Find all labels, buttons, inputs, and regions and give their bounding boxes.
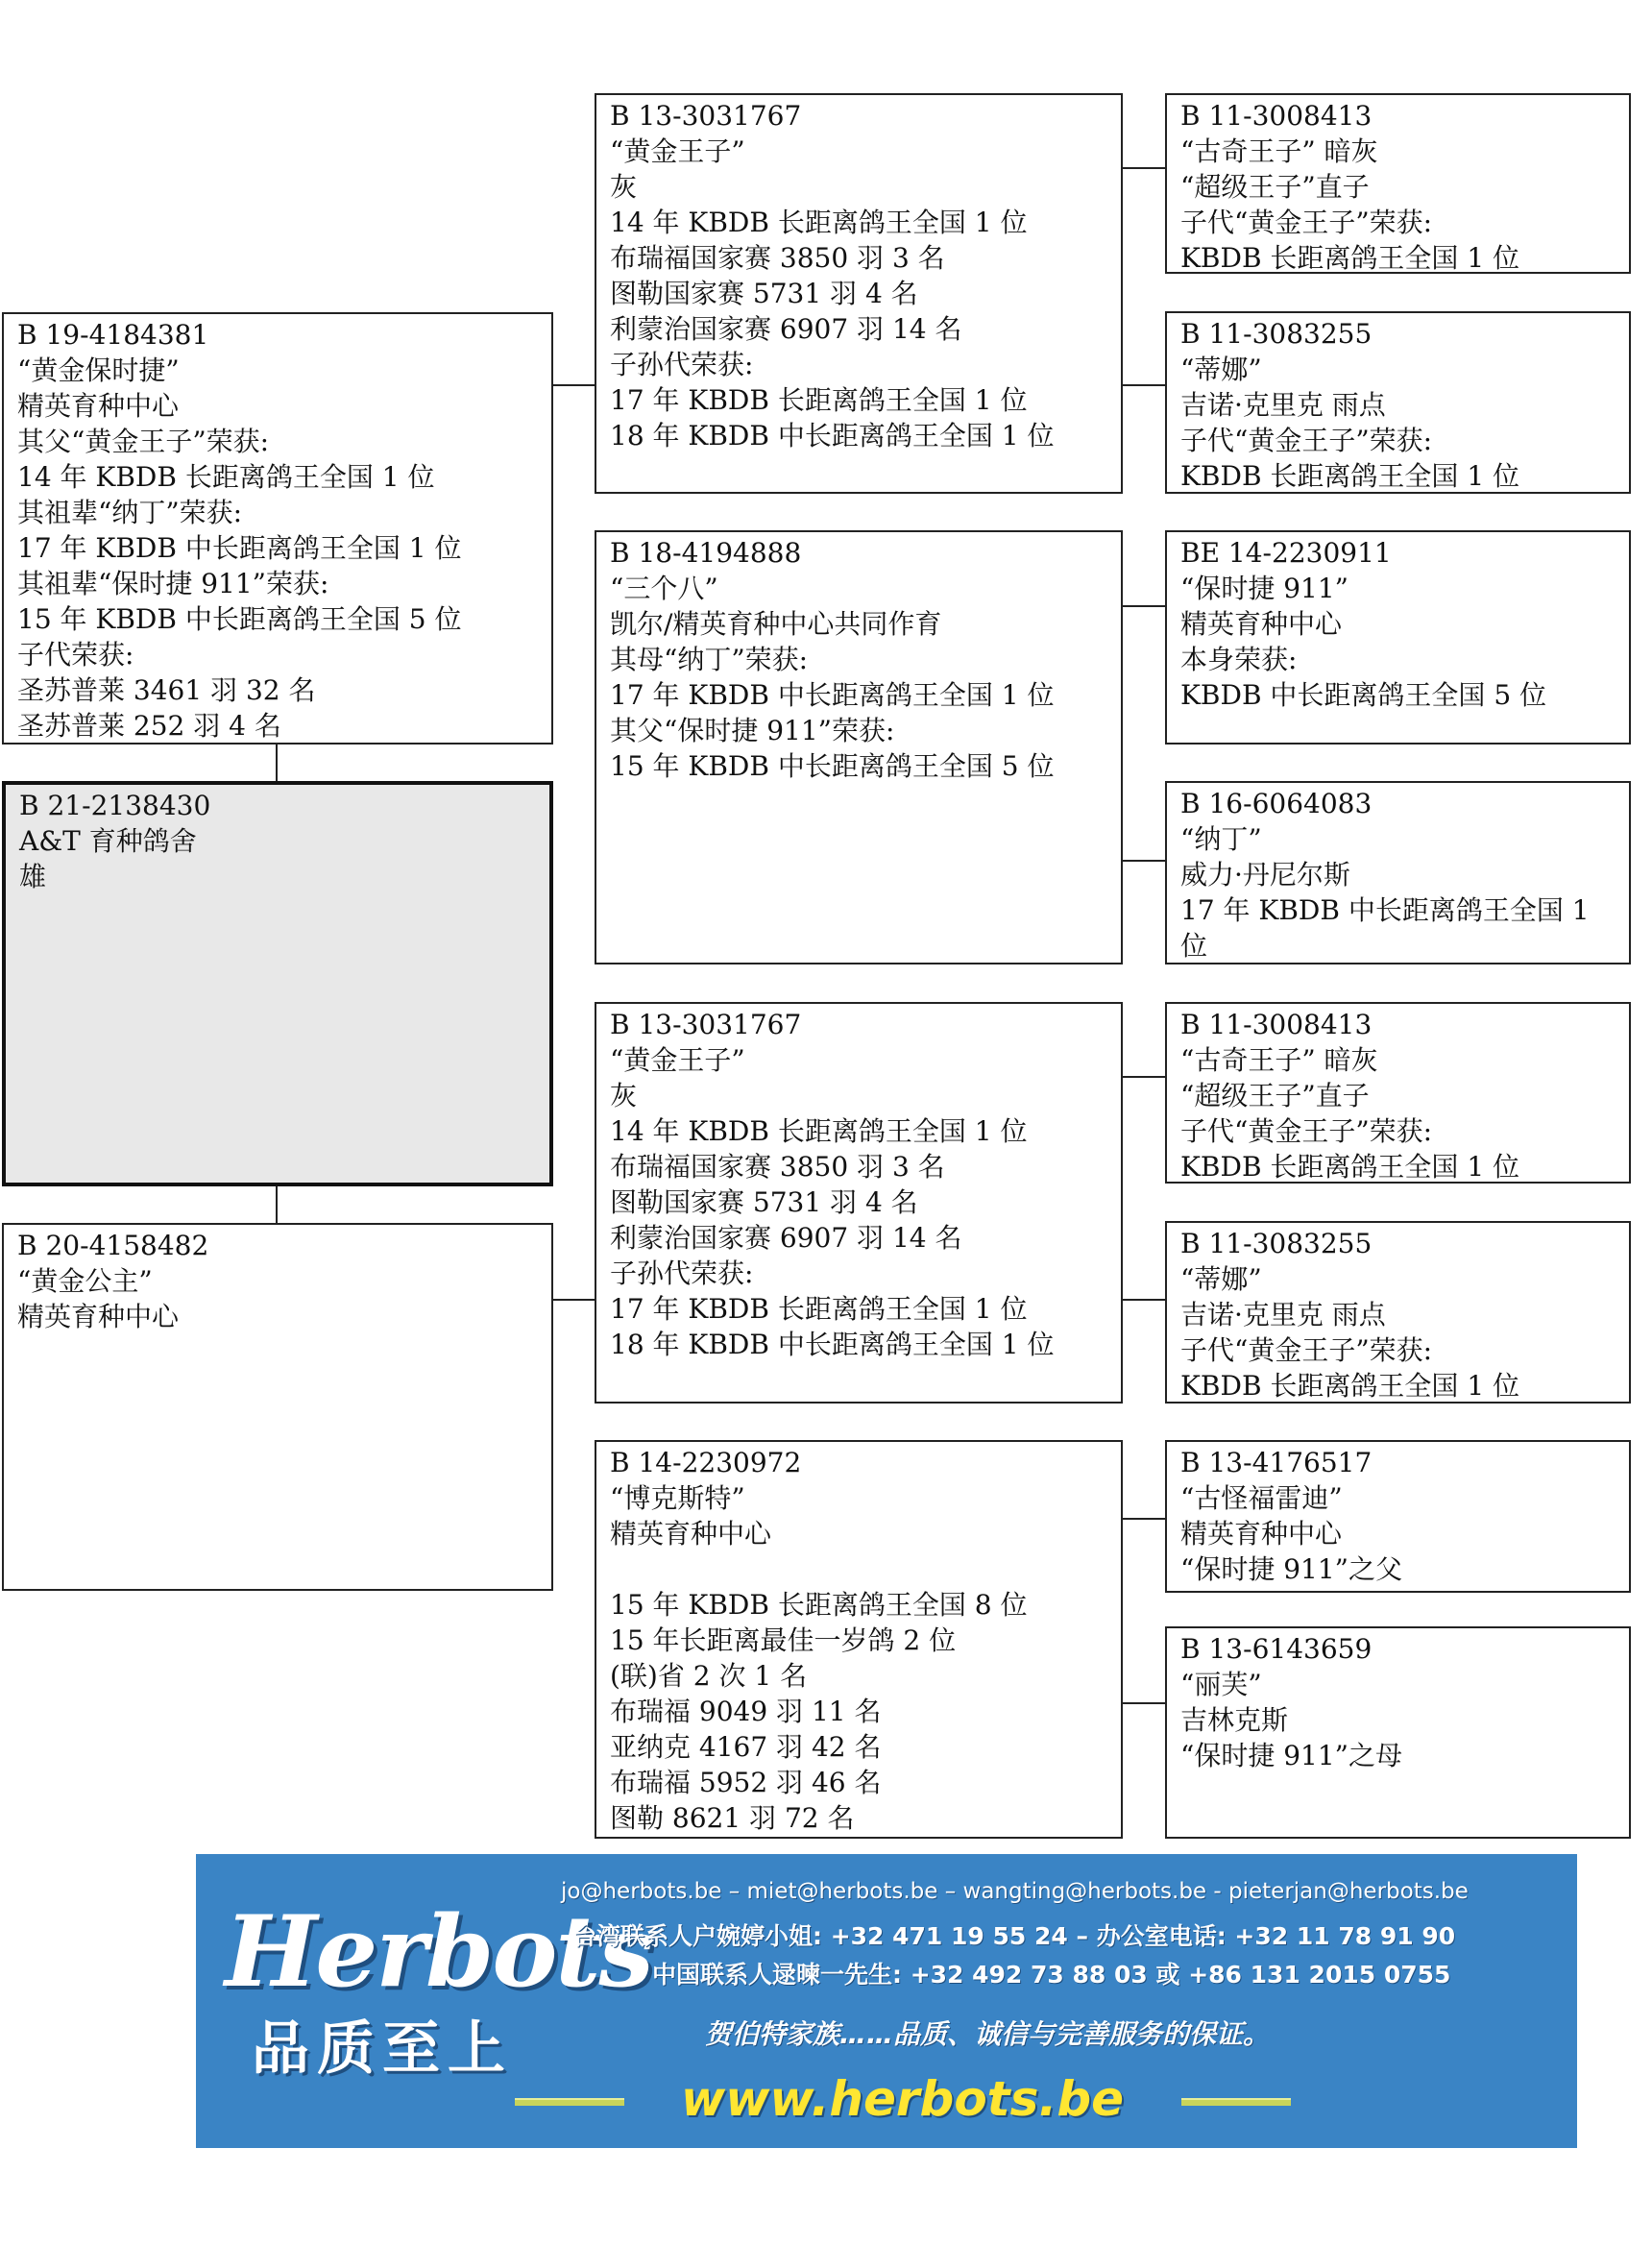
ring-number: B 13-4176517 [1180,1447,1373,1478]
pedigree-line: 凯尔/精英育种中心共同作育 [610,608,942,640]
pedigree-line: 吉诺·克里克 雨点 [1180,1299,1386,1331]
connector-line [1122,605,1166,607]
pedigree-line: 精英育种中心 [1180,608,1343,640]
pedigree-line: 15 年 KBDB 中长距离鸽王全国 5 位 [17,603,462,635]
ring-number: B 11-3008413 [1180,100,1373,132]
banner-china-contact: 中国联系人逯暕一先生: +32 492 73 88 03 或 +86 131 2015 0755 [652,1961,1451,1989]
pedigree-line: “黄金公主” [17,1265,153,1297]
pedigree-box-ggp-4 [1165,781,1631,964]
pedigree-line: 精英育种中心 [1180,1518,1343,1550]
pedigree-line: 子代“黄金王子”荣获: [1180,1115,1433,1147]
ring-number: B 13-3031767 [610,1009,802,1040]
pedigree-box-granddam-paternal [595,530,1123,964]
pedigree-line: 亚纳克 4167 羽 42 名 [610,1731,882,1763]
banner-taiwan-contact: 台湾联系人户婉婷小姐: +32 471 19 55 24 – 办公室电话: +32 11 78 91 90 [572,1922,1456,1950]
pedigree-box-subject [2,781,553,1186]
pedigree-box-grandsire-paternal [595,93,1123,494]
herbots-logo: Herbots [225,1894,652,2010]
ring-number: B 13-6143659 [1180,1633,1373,1665]
pedigree-line: 其父“保时捷 911”荣获: [610,715,895,746]
pedigree-line: 布瑞福国家赛 3850 羽 3 名 [610,242,945,274]
pedigree-line: 本身荣获: [1180,644,1298,675]
pedigree-line: 灰 [610,171,638,203]
pedigree-line: 灰 [610,1080,638,1111]
pedigree-line: 17 年 KBDB 中长距离鸽王全国 1 位 [1180,894,1590,962]
pedigree-line: A&T 育种鸽舍 [19,825,197,857]
pedigree-line: 布瑞福国家赛 3850 羽 3 名 [610,1151,945,1183]
pedigree-line: 17 年 KBDB 中长距离鸽王全国 1 位 [17,532,462,564]
pedigree-line: (联)省 2 次 1 名 [610,1660,808,1692]
ring-number: B 11-3083255 [1180,318,1373,350]
pedigree-line: 子代“黄金王子”荣获: [1180,1334,1433,1366]
pedigree-line: 精英育种中心 [610,1518,772,1550]
pedigree-line: 子孙代荣获: [610,1257,754,1289]
connector-line [1122,860,1166,862]
connector-line [1122,384,1166,386]
pedigree-line: 15 年 KBDB 长距离鸽王全国 8 位 [610,1589,1028,1621]
pedigree-line: “黄金保时捷” [17,354,180,386]
pedigree-line: “超级王子”直子 [1180,171,1370,203]
pedigree-line: 14 年 KBDB 长距离鸽王全国 1 位 [610,207,1028,238]
pedigree-box-grandsire-maternal [595,1002,1123,1404]
pedigree-line: 子代“黄金王子”荣获: [1180,207,1433,238]
pedigree-line: “黄金王子” [610,1044,745,1076]
pedigree-line: 吉诺·克里克 雨点 [1180,389,1386,421]
ring-number: B 13-3031767 [610,100,802,132]
pedigree-line: 布瑞福 9049 羽 11 名 [610,1696,882,1727]
pedigree-line: “保时捷 911”之父 [1180,1553,1402,1585]
connector-line [276,1184,278,1224]
banner-tagline: 贺伯特家族……品质、诚信与完善服务的保证。 [705,2018,1271,2050]
ring-number: B 14-2230972 [610,1447,802,1478]
pedigree-line: 威力·丹尼尔斯 [1180,859,1350,891]
pedigree-box-father [2,312,553,745]
pedigree-line: 圣苏普莱 3461 羽 32 名 [17,674,316,706]
connector-line [552,384,595,386]
pedigree-box-ggp-8 [1165,1626,1631,1839]
pedigree-line: 雄 [19,861,47,892]
pedigree-line: 子孙代荣获: [610,349,754,380]
pedigree-line: “蒂娜” [1180,354,1262,385]
ring-number: B 11-3008413 [1180,1009,1373,1040]
herbots-banner [196,1854,1577,2148]
pedigree-line: “超级王子”直子 [1180,1080,1370,1111]
pedigree-line [610,1551,1107,1587]
pedigree-line: “丽芙” [1180,1669,1262,1700]
pedigree-line: 图勒国家赛 5731 羽 4 名 [610,1186,918,1218]
banner-divider-right [1181,2098,1291,2106]
banner-emails[interactable]: jo@herbots.be – miet@herbots.be – wangting@herbots.be - pieterjan@herbots.be [561,1879,1469,1904]
pedigree-line: KBDB 长距离鸽王全国 1 位 [1180,1151,1520,1183]
connector-line [1122,1518,1166,1520]
pedigree-line: 其父“黄金王子”荣获: [17,426,270,457]
pedigree-line: “古奇王子” 暗灰 [1180,135,1378,167]
pedigree-line: “保时捷 911”之母 [1180,1740,1402,1771]
pedigree-line: 18 年 KBDB 中长距离鸽王全国 1 位 [610,420,1055,452]
pedigree-line: “古怪福雷迪” [1180,1482,1343,1514]
ring-number: B 20-4158482 [17,1230,209,1261]
pedigree-line: “黄金王子” [610,135,745,167]
pedigree-line: 其祖辈“保时捷 911”荣获: [17,568,329,599]
pedigree-line: 17 年 KBDB 中长距离鸽王全国 1 位 [610,679,1055,711]
ring-number: B 18-4194888 [610,537,802,569]
pedigree-line: 布瑞福 5952 羽 46 名 [610,1767,882,1798]
ring-number: BE 14-2230911 [1180,537,1392,569]
pedigree-line: 其祖辈“纳丁”荣获: [17,497,243,528]
pedigree-line: 图勒国家赛 5731 羽 4 名 [610,278,918,309]
ring-number: B 11-3083255 [1180,1228,1373,1259]
connector-line [552,1299,595,1301]
banner-slogan: 品质至上 [252,2015,513,2083]
pedigree-line: 利蒙治国家赛 6907 羽 14 名 [610,313,962,345]
pedigree-line: 其母“纳丁”荣获: [610,644,809,675]
pedigree-line: KBDB 长距离鸽王全国 1 位 [1180,460,1520,492]
pedigree-line: 利蒙治国家赛 6907 羽 14 名 [610,1222,962,1254]
pedigree-line: KBDB 长距离鸽王全国 1 位 [1180,242,1520,274]
ring-number: B 16-6064083 [1180,788,1373,819]
pedigree-box-ggp-7 [1165,1440,1631,1593]
pedigree-line: 吉林克斯 [1180,1704,1289,1736]
pedigree-box-ggp-5 [1165,1002,1631,1184]
connector-line [276,744,278,783]
pedigree-line: “保时捷 911” [1180,573,1348,604]
pedigree-line: 子代荣获: [17,639,134,671]
pedigree-line: 14 年 KBDB 长距离鸽王全国 1 位 [17,461,435,493]
pedigree-box-ggp-2 [1165,311,1631,494]
pedigree-line: “古奇王子” 暗灰 [1180,1044,1378,1076]
pedigree-line: 18 年 KBDB 中长距离鸽王全国 1 位 [610,1329,1055,1360]
pedigree-line: 15 年 KBDB 中长距离鸽王全国 5 位 [610,750,1055,782]
pedigree-line: KBDB 长距离鸽王全国 1 位 [1180,1370,1520,1402]
ring-number: B 21-2138430 [19,790,211,821]
pedigree-box-ggp-1 [1165,93,1631,274]
connector-line [1122,1702,1166,1704]
pedigree-box-ggp-3 [1165,530,1631,745]
pedigree-box-ggp-6 [1165,1221,1631,1404]
pedigree-line: 圣苏普莱 252 羽 4 名 [17,710,281,742]
pedigree-box-granddam-maternal [595,1440,1123,1839]
ring-number: B 19-4184381 [17,319,209,351]
pedigree-line: 14 年 KBDB 长距离鸽王全国 1 位 [610,1115,1028,1147]
pedigree-line: “三个八” [610,573,718,604]
pedigree-line: 精英育种中心 [17,1301,180,1332]
pedigree-line: “纳丁” [1180,823,1262,855]
pedigree-line: 图勒 8621 羽 72 名 [610,1802,855,1834]
pedigree-line: 17 年 KBDB 长距离鸽王全国 1 位 [610,384,1028,416]
pedigree-line: 子代“黄金王子”荣获: [1180,425,1433,456]
pedigree-line: KBDB 中长距离鸽王全国 5 位 [1180,679,1547,711]
connector-line [1122,1076,1166,1078]
pedigree-line: 精英育种中心 [17,390,180,422]
pedigree-line: “博克斯特” [610,1482,745,1514]
pedigree-line: 15 年长距离最佳一岁鸽 2 位 [610,1624,957,1656]
connector-line [1122,1299,1166,1301]
pedigree-line: “蒂娜” [1180,1263,1262,1295]
banner-website-link[interactable]: www.herbots.be [681,2071,1125,2127]
connector-line [1122,167,1166,169]
pedigree-line: 17 年 KBDB 长距离鸽王全国 1 位 [610,1293,1028,1325]
banner-divider-left [515,2098,624,2106]
pedigree-box-mother [2,1223,553,1591]
